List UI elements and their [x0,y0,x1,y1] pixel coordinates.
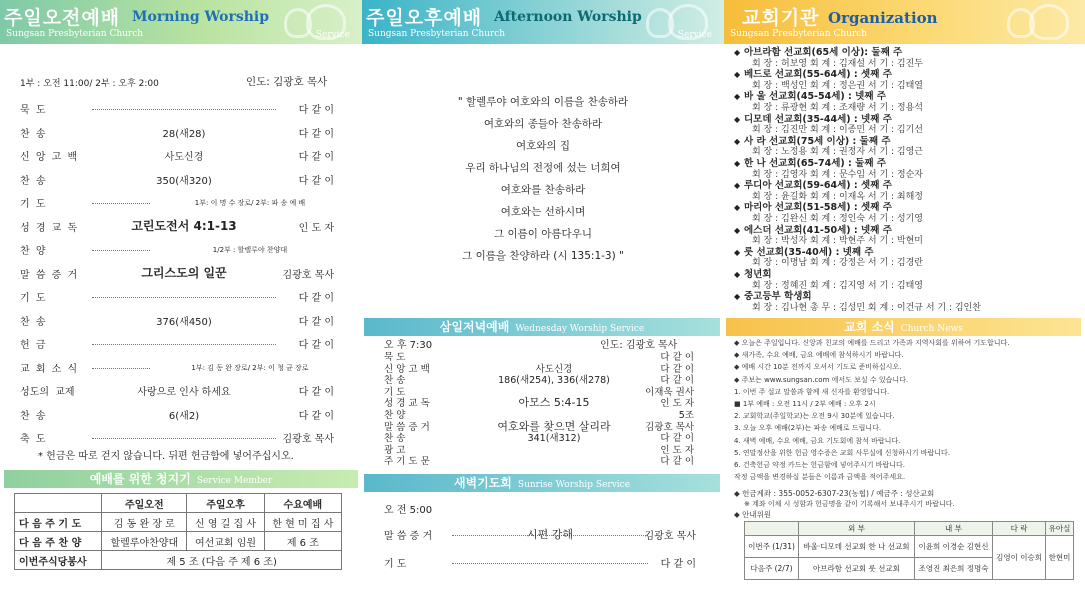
order-label: 말 씀 증 거 [384,531,433,542]
order-leader: 다 같 이 [298,152,334,163]
table-cell: 한 현 미 집 사 [264,513,341,532]
order-row [0,289,362,307]
order-label: 찬 송 [20,410,46,422]
order-label: 광 고 [384,444,406,456]
order-row [384,395,694,410]
news-line: ◆ 예배 시간 10분 전까지 오셔서 기도로 준비하십시오. [734,363,902,372]
dawn-time: 오 전 5:00 [384,505,433,516]
news-title-en: Church News [900,324,963,334]
heart-decoration-icon [668,4,708,40]
org-group-label: 바 울 선교회(45-54세) : 넷째 주 [744,91,886,103]
morning-title-en: Morning Worship [132,9,270,25]
org-officers: 회 장 : 김완신 회 계 : 정인숙 서 기 : 성기영 [752,213,923,224]
org-group-label: 중고등부 학생회 [744,291,812,303]
order-row [362,527,724,545]
table-header-cell: 외 부 [799,522,915,536]
diamond-icon: ◆ [734,247,741,257]
order-leader: 다 같 이 [298,128,334,140]
wednesday-title: 삼일저녁예배 [439,320,510,334]
offering-account: ◆ 헌금계좌 : 355-0052-6307-23(농협) / 예금주 : 성산교회 [734,489,935,498]
org-officers: 회 장 : 백성인 회 계 : 정은권 서 기 : 김태열 [752,80,923,91]
order-label: 찬 양 [384,410,406,421]
order-row [0,219,362,237]
order-content: 시편 강해 [526,528,573,541]
order-leader: 이재욱 권사 [645,386,694,398]
order-row [384,419,694,431]
morning-leader: 인도: 김광호 목사 [246,76,328,88]
table-header-cell [15,494,102,513]
table-cell: 바울·디모데 선교회 한 나 선교회 [799,536,915,558]
org-group-label: 아브라함 선교회(65세 이상): 둘째 주 [744,47,903,58]
dawn-title-en: Sunrise Worship Service [517,480,631,490]
order-label: 찬 송 [20,175,46,187]
heart-decoration-icon [284,8,312,38]
order-label: 말 씀 증 거 [384,421,430,433]
diamond-icon: ◆ [734,292,741,302]
leader-dots [92,438,276,439]
order-row [0,383,362,401]
order-leader: 다 같 이 [660,363,694,375]
heart-decoration-icon [1007,8,1035,38]
news-title: 교회 소식 [844,320,895,334]
leader-dots [92,297,276,298]
org-group-label: 베드로 선교회(55-64세) : 셋째 주 [744,69,892,81]
afternoon-title-ko: 주일오후예배 [366,7,483,29]
afternoon-worship-banner [362,0,724,44]
order-row [0,266,362,284]
order-leader: 다 같 이 [298,410,334,422]
wednesday-title-en: Wednesday Worship Service [515,324,645,334]
org-group-label: 사 라 선교회(75세 이상) : 둘째 주 [744,135,891,147]
order-row [384,430,694,445]
order-row [384,442,694,454]
diamond-icon: ◆ [734,92,741,102]
order-content: 376(새450) [92,313,276,328]
diamond-icon: ◆ [734,70,741,80]
committee-title: ◆ 안내위원 [734,510,772,519]
news-line: ■ 1부 예배 : 오전 11시 / 2부 예배 : 오후 2시 [734,400,876,408]
org-officers: 회 장 : 김나현 총 무 : 김성민 회 계 : 이건규 서 기 : 김인찬 [752,302,981,313]
order-row [0,125,362,143]
heart-decoration-icon [1029,4,1069,40]
duty-header [4,470,358,488]
account-note: ※ 계좌 이체 시 성함과 헌금명을 같이 기록해서 보내주시기 바랍니다. [744,500,955,508]
table-cell: 아브라함 선교회 룻 선교회 [799,558,915,580]
table-row [15,532,342,551]
order-leader: 김광호 목사 [645,421,694,433]
church-name-en: Sungsan Presbyterian Church [730,29,868,39]
diamond-icon: ◆ [734,181,741,191]
order-row [384,453,694,468]
news-line: 3. 오늘 오후 예배(2부)는 파송 예배로 드립니다. [734,424,882,433]
order-content: 고린도전서 4:1-13 [92,217,276,234]
org-group-label: 한 나 선교회(65-74세) : 둘째 주 [744,158,886,169]
table-cell: 김영이 이승희 [993,536,1046,580]
table-cell: 할렐루야찬양대 [102,532,187,551]
table-cell: 이윤희 이경순 김현신 [914,536,992,558]
order-label: 말 씀 증 거 [20,269,78,281]
org-group-label: 마리아 선교회(51-58세) : 셋째 주 [744,202,892,214]
order-row [0,195,362,213]
order-row [0,407,362,425]
psalm-line: 여호와의 종들아 찬송하라 [483,118,603,130]
order-label: 주 기 도 문 [384,456,430,468]
org-officers: 회 장 : 박성자 회 계 : 박현주 서 기 : 박현미 [752,236,923,247]
table-cell: 이번주 (1/31) [745,536,799,558]
leader-dots [92,109,276,110]
table-cell: 다 음 주 찬 양 [15,532,102,551]
morning-worship-banner [0,0,362,44]
duty-title: 예배를 위한 청지기 [89,472,191,486]
table-header-cell: 내 부 [914,522,992,536]
order-label: 묵 도 [384,352,406,363]
table-cell: 조영진 최은희 정명숙 [914,558,992,580]
heart-decoration-icon [646,8,674,38]
table-header-cell: 다 락 [993,522,1046,536]
order-label: 성도의 교제 [20,387,75,398]
duty-title-en: Service Member [196,476,273,486]
org-officers: 회 장 : 김영자 회 계 : 문수임 서 기 : 정순자 [752,169,923,180]
dawn-header [364,474,720,492]
order-leader: 인 도 자 [298,222,334,234]
order-content: 186(새254), 336(새278) [498,375,610,387]
table-header-cell: 수요예배 [264,494,341,513]
dawn-title: 새벽기도회 [453,476,512,490]
order-row [0,101,362,119]
org-group-label: 룻 선교회(35-40세) : 넷째 주 [744,246,874,258]
order-label: 축 도 [20,434,46,445]
order-leader: 다 같 이 [660,352,694,363]
order-leader: 다 같 이 [298,316,334,328]
news-line: ◆ 새가족, 수요 예배, 금요 예배에 참석하시기 바랍니다. [734,351,904,360]
org-officers: 회 장 : 허보영 회 계 : 김재설 서 기 : 김진두 [752,58,923,69]
order-leader: 다 같 이 [660,433,694,445]
org-officers: 회 장 : 정혜진 회 계 : 김지영 서 기 : 김태영 [752,280,923,291]
order-leader: 김광호 목사 [644,531,696,542]
order-label: 찬 송 [384,433,406,445]
order-row [0,360,362,378]
table-cell: 이번주식당봉사 [15,551,102,570]
news-line: 1. 이번 주 설교 말씀과 함께 새 신자를 환영합니다. [734,387,890,396]
news-line: 4. 새벽 예배, 수요 예배, 금요 기도회에 참석 바랍니다. [734,436,901,445]
order-leader: 다 같 이 [298,340,334,351]
diamond-icon: ◆ [734,270,741,279]
order-content: 여호와를 찾으면 살리라 [497,419,611,433]
order-leader: 다 같 이 [298,175,334,187]
order-leader: 5조 [678,410,694,421]
order-label: 헌 금 [20,340,46,351]
news-line: 5. 연말정산을 위한 헌금 영수증은 교회 사무실에 신청하시기 바랍니다. [734,448,951,457]
table-header-cell [745,522,799,536]
wednesday-leader: 인도: 김광호 목사 [600,340,678,351]
order-label: 신 앙 고 백 [384,363,430,375]
order-label: 신 앙 고 백 [20,152,78,163]
table-row [745,536,1074,558]
order-label: 기 도 [20,293,46,304]
org-group-label: 에스더 선교회(41-50세) : 넷째 주 [744,224,892,236]
order-label: 찬 송 [20,128,46,140]
order-content: 사도신경 [535,363,573,375]
order-label: 찬 송 [384,375,406,387]
table-header-row [745,522,1074,536]
news-line: ◆ 주보는 www.sungsan.com 에서도 보실 수 있습니다. [734,375,909,384]
order-row [0,172,362,190]
table-cell: 김 동 완 장 로 [102,513,187,532]
psalm-line: 여호와의 집 [515,140,571,152]
table-cell: 다 음 주 기 도 [15,513,102,532]
order-content: 6(새2) [92,407,276,422]
order-label: 기 도 [384,386,406,398]
psalm-line: " 할렐루야 여호와의 이름을 찬송하라 [457,96,629,108]
order-label: 성 경 교 독 [20,222,78,234]
table-header-cell: 주일오전 [102,494,187,513]
table-row [15,513,342,532]
order-content: 341(새312) [527,433,581,445]
organization-banner [724,0,1085,44]
table-cell: 여선교회 임원 [187,532,264,551]
order-content: 사랑으로 인사 하세요 [92,383,276,398]
order-content: 1부: 김 동 완 장로/ 2부: 이 청 균 장로 [150,363,350,373]
order-row [0,430,362,448]
news-header [726,318,1081,336]
organization-title-ko: 교회기관 [742,7,820,29]
order-row [384,372,694,387]
order-label: 찬 양 [20,246,46,257]
order-content: 사도신경 [92,148,276,163]
order-row [384,349,694,361]
order-label: 성 경 교 독 [384,398,430,410]
org-group-label: 청년회 [744,269,772,280]
order-label: 찬 송 [20,316,46,328]
psalm-line: 여호와를 찬송하라 [500,184,586,196]
table-row [15,551,342,570]
order-label: 기 도 [20,199,46,210]
church-name-en: Sungsan Presbyterian Church [368,29,506,39]
org-officers: 회 장 : 김진만 회 계 : 이종민 서 기 : 김기선 [752,125,923,136]
leader-dots [452,563,648,564]
order-leader: 인 도 자 [660,444,694,456]
table-header-cell: 주일오후 [187,494,264,513]
order-row [362,555,724,573]
service-label: Service [315,30,350,40]
table-cell: 제 6 조 [264,532,341,551]
order-content: 아모스 5:4-15 [518,396,590,410]
order-leader: 김광호 목사 [282,434,334,445]
psalm-line: 그 이름을 찬양하라 (시 135:1-3) " [462,250,624,262]
psalm-line: 여호와는 선하시며 [500,206,586,218]
news-line: ◆ 오늘은 주일입니다. 신앙과 친교의 예배를 드리고 가족과 지역사회를 위하여 기도합니다. [734,339,1010,347]
psalm-line: 우리 하나님의 전정에 섰는 너희여 [465,162,621,174]
org-group-label: 루디아 선교회(59-64세) : 셋째 주 [744,180,892,192]
news-line: 6. 건축헌금 약정 카드는 헌금함에 넣어주시기 바랍니다. [734,461,906,469]
order-content: 1부: 이 명 수 장로/ 2부: 파 송 예 배 [150,198,350,208]
org-officers: 회 장 : 이명남 회 계 : 강정은 서 기 : 김경란 [752,258,923,269]
table-cell: 제 5 조 (다음 주 제 6 조) [102,551,342,570]
order-label: 기 도 [384,559,407,570]
table-cell: 한현미 [1046,536,1074,580]
diamond-icon: ◆ [734,136,741,146]
order-leader: 다 같 이 [298,293,334,304]
diamond-icon: ◆ [734,48,741,57]
order-leader: 김광호 목사 [282,269,334,281]
wednesday-header [364,318,720,336]
church-name-en: Sungsan Presbyterian Church [6,29,144,39]
order-row [384,361,694,373]
order-leader: 다 같 이 [298,105,334,116]
psalm-line: 그 이름이 아름다우니 [494,228,592,240]
order-leader: 다 같 이 [298,387,334,398]
order-leader: 다 같 이 [660,375,694,387]
org-officers: 회 장 : 노정용 회 계 : 권정자 서 기 : 김영근 [752,147,923,158]
order-content: 28(새28) [92,125,276,140]
organization-title-en: Organization [828,9,938,27]
wednesday-time: 오 후 7:30 [384,340,433,351]
table-cell: 다음주 (2/7) [745,558,799,580]
order-leader: 다 같 이 [660,559,696,570]
order-row [0,313,362,331]
offering-note: * 헌금은 따로 걷지 않습니다. 뒤편 헌금함에 넣어주십시오. [38,451,294,462]
table-cell: 신 영 길 집 사 [187,513,264,532]
morning-title-ko: 주일오전예배 [4,7,121,29]
service-label: Service [677,30,712,40]
order-row [0,148,362,166]
afternoon-title-en: Afternoon Worship [494,9,642,25]
order-content: 그리스도의 일꾼 [92,264,276,281]
org-officers: 회 장 : 윤길화 회 계 : 이재옥 서 기 : 최해정 [752,191,923,202]
org-group-label: 디모데 선교회(35-44세) : 넷째 주 [744,113,892,125]
diamond-icon: ◆ [734,203,741,213]
duty-table [14,493,342,570]
heart-decoration-icon [306,4,346,40]
diamond-icon: ◆ [734,114,741,124]
diamond-icon: ◆ [734,225,741,235]
table-header-cell: 유아실 [1046,522,1074,536]
morning-time: 1부 : 오전 11:00/ 2부 : 오후 2:00 [20,79,159,89]
order-label: 묵 도 [20,105,46,116]
order-row [0,336,362,354]
order-leader: 다 같 이 [660,456,694,468]
order-content: 350(새320) [92,172,276,187]
table-header-row [15,494,342,513]
news-line: 2. 교회학교(주일학교)는 오전 9시 30분에 있습니다. [734,412,895,421]
news-line: 작정 금액을 변경하실 분들은 이름과 금액을 적어주세요. [734,473,906,482]
leader-dots [92,344,276,345]
org-officers: 회 장 : 류광현 회 계 : 조재량 서 기 : 정용석 [752,102,923,113]
committee-table [744,521,1074,580]
order-label: 교 회 소 식 [20,363,78,375]
diamond-icon: ◆ [734,159,741,168]
order-leader: 인 도 자 [660,398,694,410]
order-row [0,242,362,260]
order-content: 1/2부 : 할렐루야 찬양대 [150,245,350,255]
